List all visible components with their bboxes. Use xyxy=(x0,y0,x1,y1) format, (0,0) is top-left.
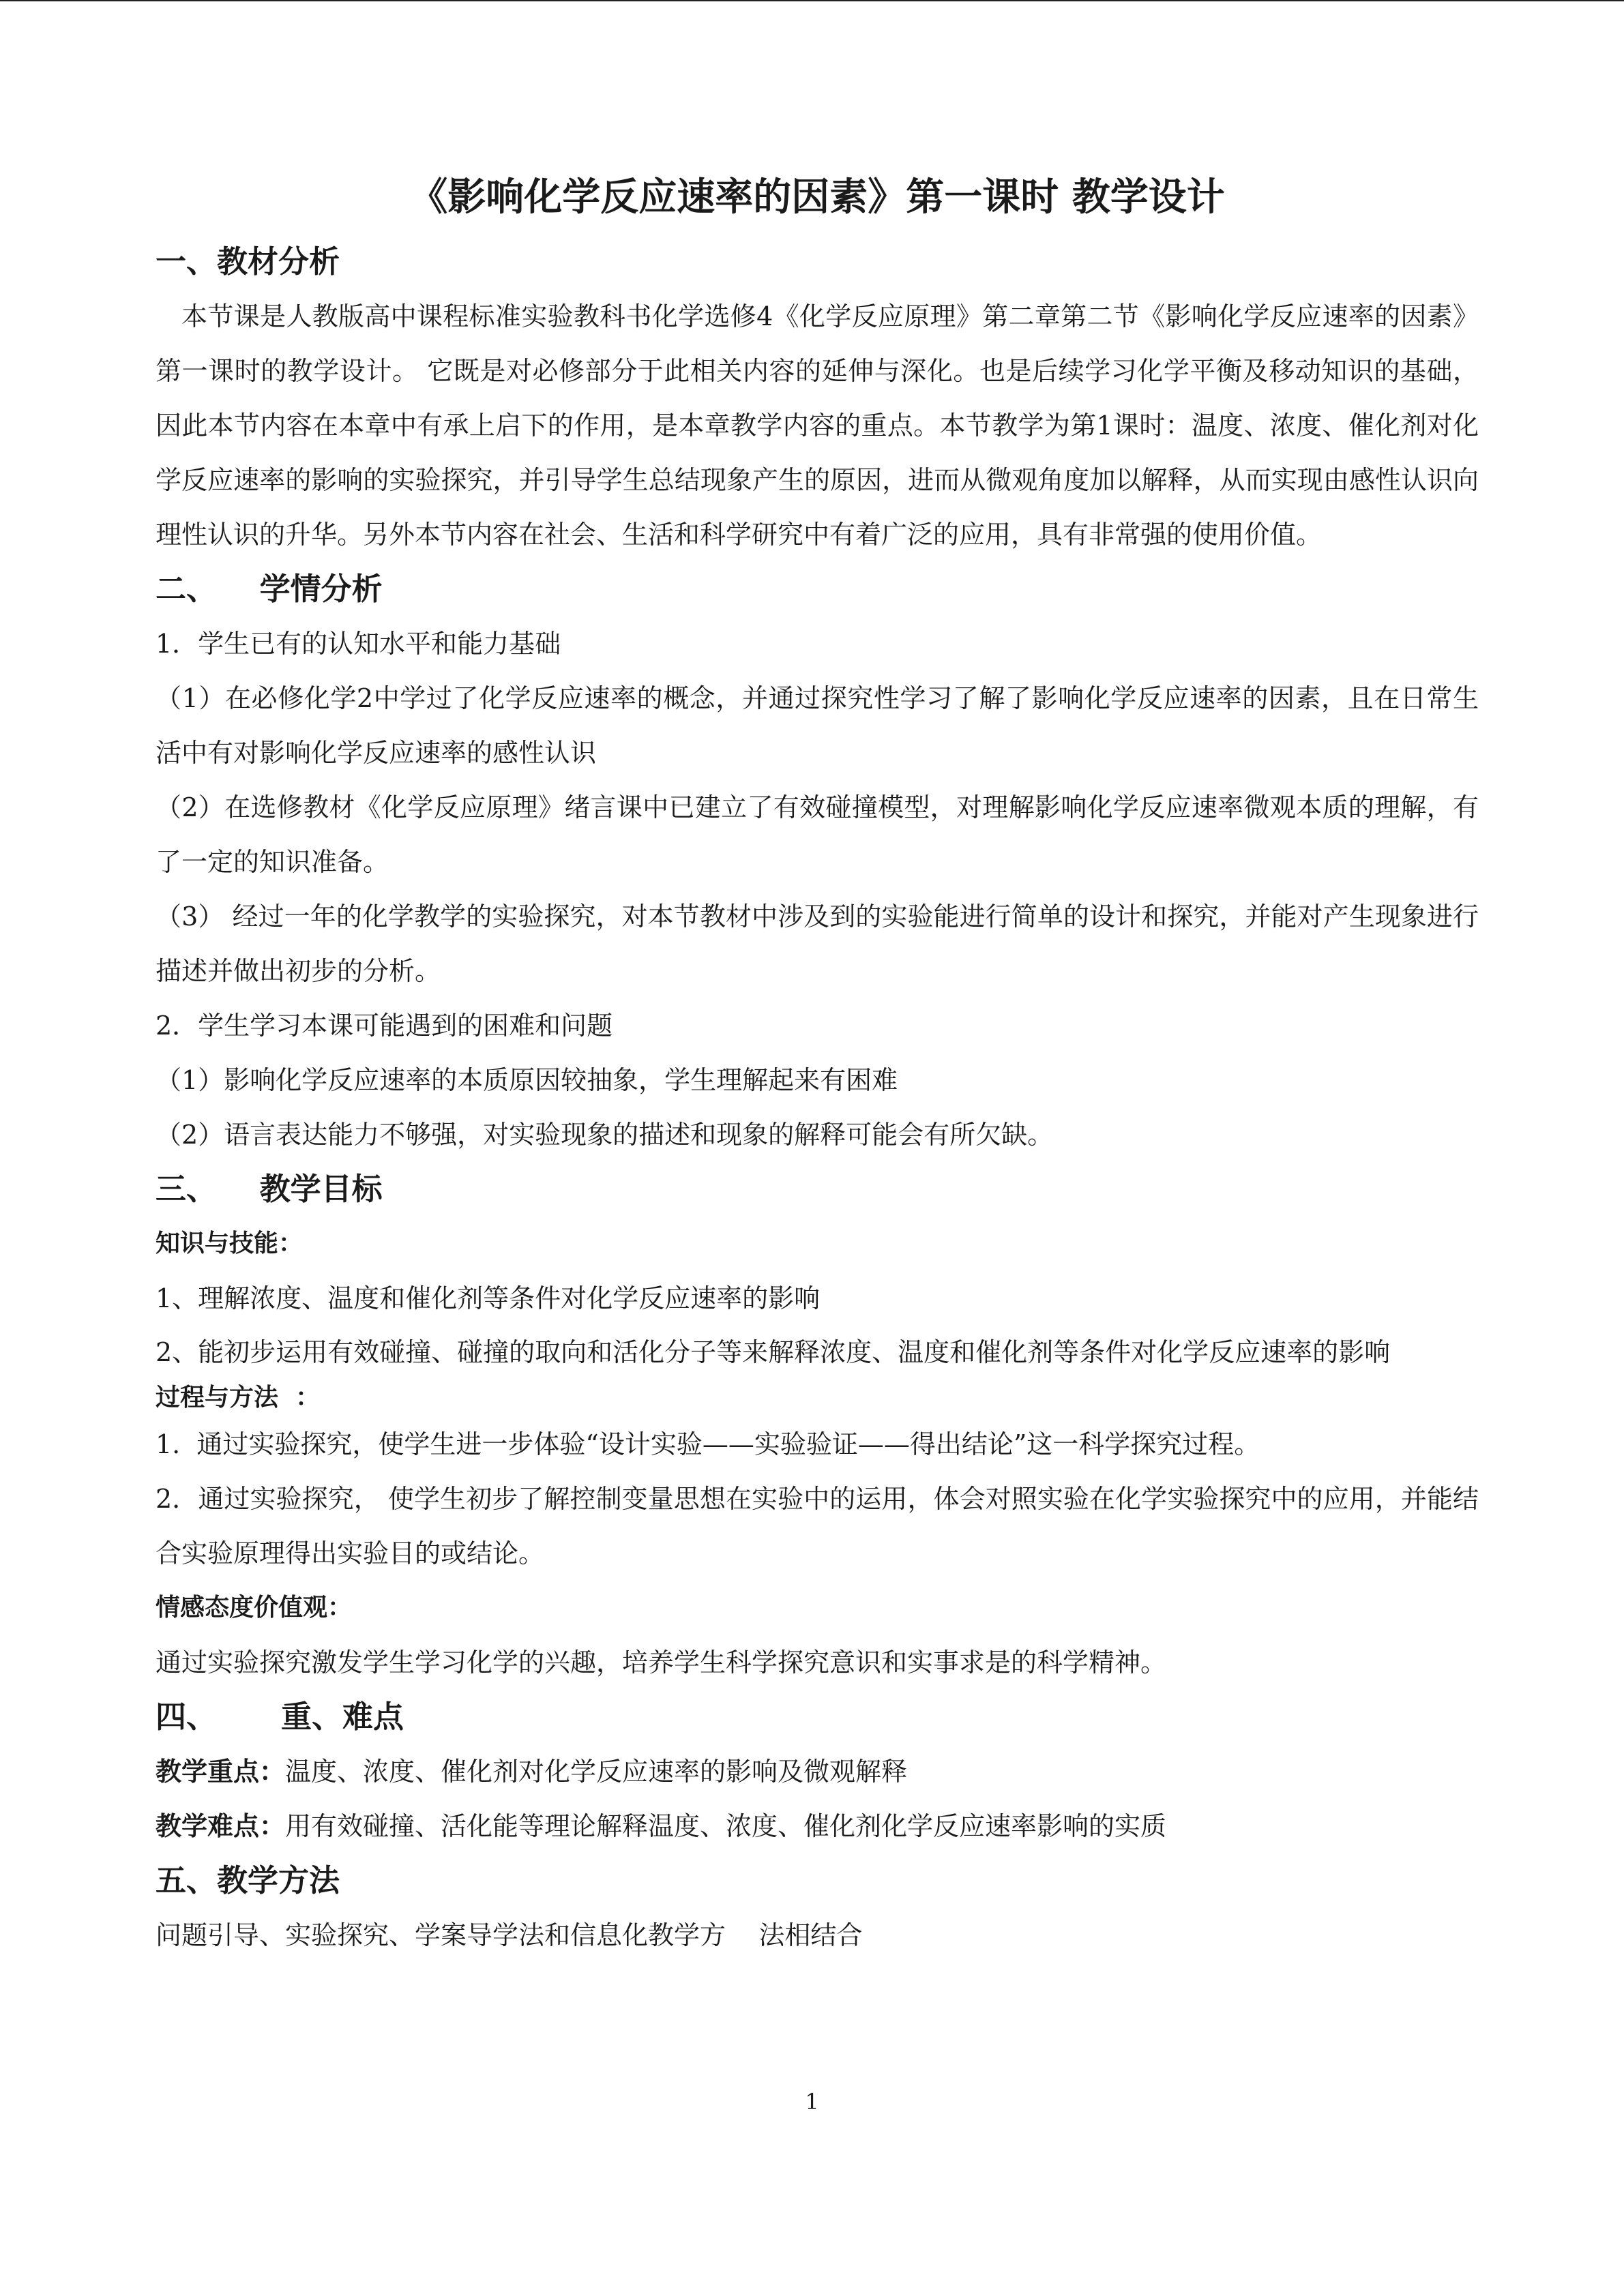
list-item: （3） 经过一年的化学教学的实验探究，对本节教材中涉及到的实验能进行简单的设计和探究，并能对产生现象进行描述并做出初步的分析。 xyxy=(156,901,1479,986)
list-item: 2．通过实验探究， 使学生初步了解控制变量思想在实验中的运用，体会对照实验在化学实验探究中的应用，并能结合实验原理得出实验目的或结论。 xyxy=(156,1484,1479,1568)
goal-category-label: 过程与方法 ： xyxy=(156,1384,321,1412)
section-heading: 一、教材分析 xyxy=(156,243,340,280)
section-teaching-methods xyxy=(156,1853,1479,1963)
difficulty-label: 教学难点： xyxy=(156,1811,286,1841)
section-student-analysis xyxy=(156,562,1479,1162)
section-paragraph: 问题引导、实验探究、学案导学法和信息化教学方 法相结合 xyxy=(156,1920,863,1950)
section-teaching-goals xyxy=(156,1162,1479,1690)
list-item: 2、能初步运用有效碰撞、碰撞的取向和活化分子等来解释浓度、温度和催化剂等条件对化学反应速率的影响 xyxy=(156,1337,1391,1367)
section-textbook-analysis xyxy=(156,235,1479,562)
list-item: （2）语言表达能力不够强，对实验现象的描述和现象的解释可能会有所欠缺。 xyxy=(156,1120,1054,1150)
section-paragraph: 本节课是人教版高中课程标准实验教科书化学选修4《化学反应原理》第二章第二节《影响化学反应速率的因素》第一课时的教学设计。 它既是对必修部分于此相关内容的延伸与深化。也是后续学习化学平衡及移动知识的基础，因此本节内容在本章中有承上启下的作用，是本章教学内容的重点。本节教学为第1课时：温度、浓度、催化剂对化学反应速率的影响的实验探究，并引导学生总结现象产生的原因，进而从微观角度加以解释，从而实现由感性认识向理性认识的升华。另外本节内容在社会、生活和科学研究中有着广泛的应用，具有非常强的使用价值。 xyxy=(156,301,1479,550)
section-heading: 四、 重、难点 xyxy=(156,1699,404,1735)
list-item: 1. 通过实验探究，使学生进一步体验“设计实验——实验验证——得出结论”这一科学探究过程。 xyxy=(156,1429,1260,1459)
section-heading: 五、教学方法 xyxy=(156,1862,340,1898)
key-point-line xyxy=(156,1744,1479,1799)
list-item: 1、理解浓度、温度和催化剂等条件对化学反应速率的影响 xyxy=(156,1283,821,1313)
document-title: 《影响化学反应速率的因素》第一课时 教学设计 xyxy=(409,175,1225,220)
subsection-title: 1．学生已有的认知水平和能力基础 xyxy=(156,629,561,659)
page-number: 1 xyxy=(805,2089,819,2115)
key-point-text: 温度、浓度、催化剂对化学反应速率的影响及微观解释 xyxy=(285,1757,908,1787)
subsection-title: 2．学生学习本课可能遇到的困难和问题 xyxy=(156,1011,613,1041)
difficulty-text: 用有效碰撞、活化能等理论解释温度、浓度、催化剂化学反应速率影响的实质 xyxy=(285,1811,1167,1841)
section-key-points xyxy=(156,1690,1479,1853)
section-heading: 二、 学情分析 xyxy=(156,571,383,607)
key-point-label: 教学重点： xyxy=(156,1757,286,1787)
goal-category-label: 知识与技能： xyxy=(156,1229,304,1257)
difficulty-line xyxy=(156,1799,1479,1853)
list-item: 通过实验探究激发学生学习化学的兴趣，培养学生科学探究意识和实事求是的科学精神。 xyxy=(156,1648,1167,1678)
list-item: （1）影响化学反应速率的本质原因较抽象，学生理解起来有困难 xyxy=(156,1065,898,1095)
list-item: （1）在必修化学2中学过了化学反应速率的概念，并通过探究性学习了解了影响化学反应速率的因素，且在日常生活中有对影响化学反应速率的感性认识 xyxy=(156,683,1479,768)
goal-category-label: 情感态度价值观： xyxy=(156,1594,353,1622)
section-heading: 三、 教学目标 xyxy=(156,1171,383,1207)
document-body xyxy=(156,165,1479,1963)
list-item: （2）在选修教材《化学反应原理》绪言课中已建立了有效碰撞模型，对理解影响化学反应速率微观本质的理解，有了一定的知识准备。 xyxy=(156,792,1479,877)
